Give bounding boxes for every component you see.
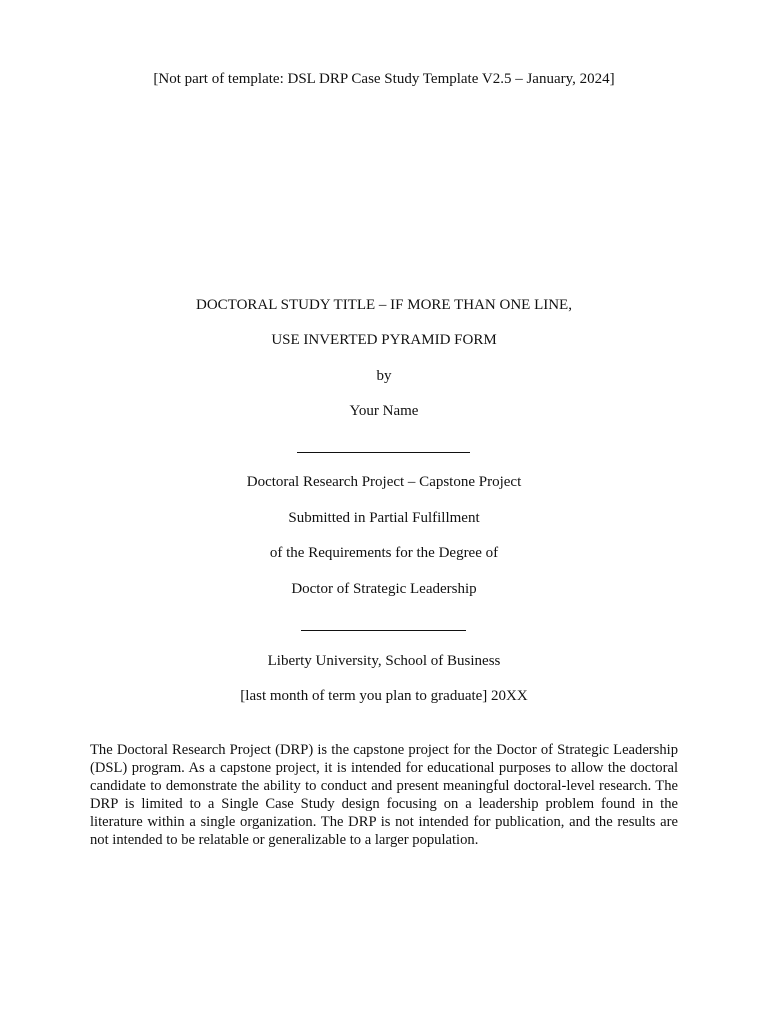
- graduation-date: [last month of term you plan to graduate] 20XX: [240, 688, 528, 704]
- institution-name: Liberty University, School of Business: [267, 653, 501, 669]
- template-version-note: [Not part of template: DSL DRP Case Study Template V2.5 – January, 2024]: [153, 71, 615, 87]
- study-title-line-2: USE INVERTED PYRAMID FORM: [271, 332, 497, 348]
- degree-name: Doctor of Strategic Leadership: [291, 581, 477, 597]
- degree-requirements: of the Requirements for the Degree of: [269, 545, 499, 561]
- by-label: by: [376, 368, 392, 384]
- submission-statement: Submitted in Partial Fulfillment: [288, 510, 480, 526]
- author-name: Your Name: [349, 403, 419, 419]
- project-type: Doctoral Research Project – Capstone Project: [246, 474, 522, 490]
- separator-rule-1: [297, 452, 470, 453]
- separator-rule-2: [301, 630, 466, 631]
- study-title-line-1: DOCTORAL STUDY TITLE – IF MORE THAN ONE LINE,: [196, 297, 572, 313]
- drp-description-paragraph: The Doctoral Research Project (DRP) is the capstone project for the Doctor of Strategic Leadership (DSL) program. As a capstone project, it is intended for educational purposes to allow the doctoral candidate to demonstrate the ability to conduct and present meaningful doctoral-level research. The DRP is limited to a Single Case Study design focusing on a leadership problem found in the literature within a single organization. The DRP is not intended for publication, and the results are not intended to be relatable or generalizable to a larger population.: [90, 742, 678, 848]
